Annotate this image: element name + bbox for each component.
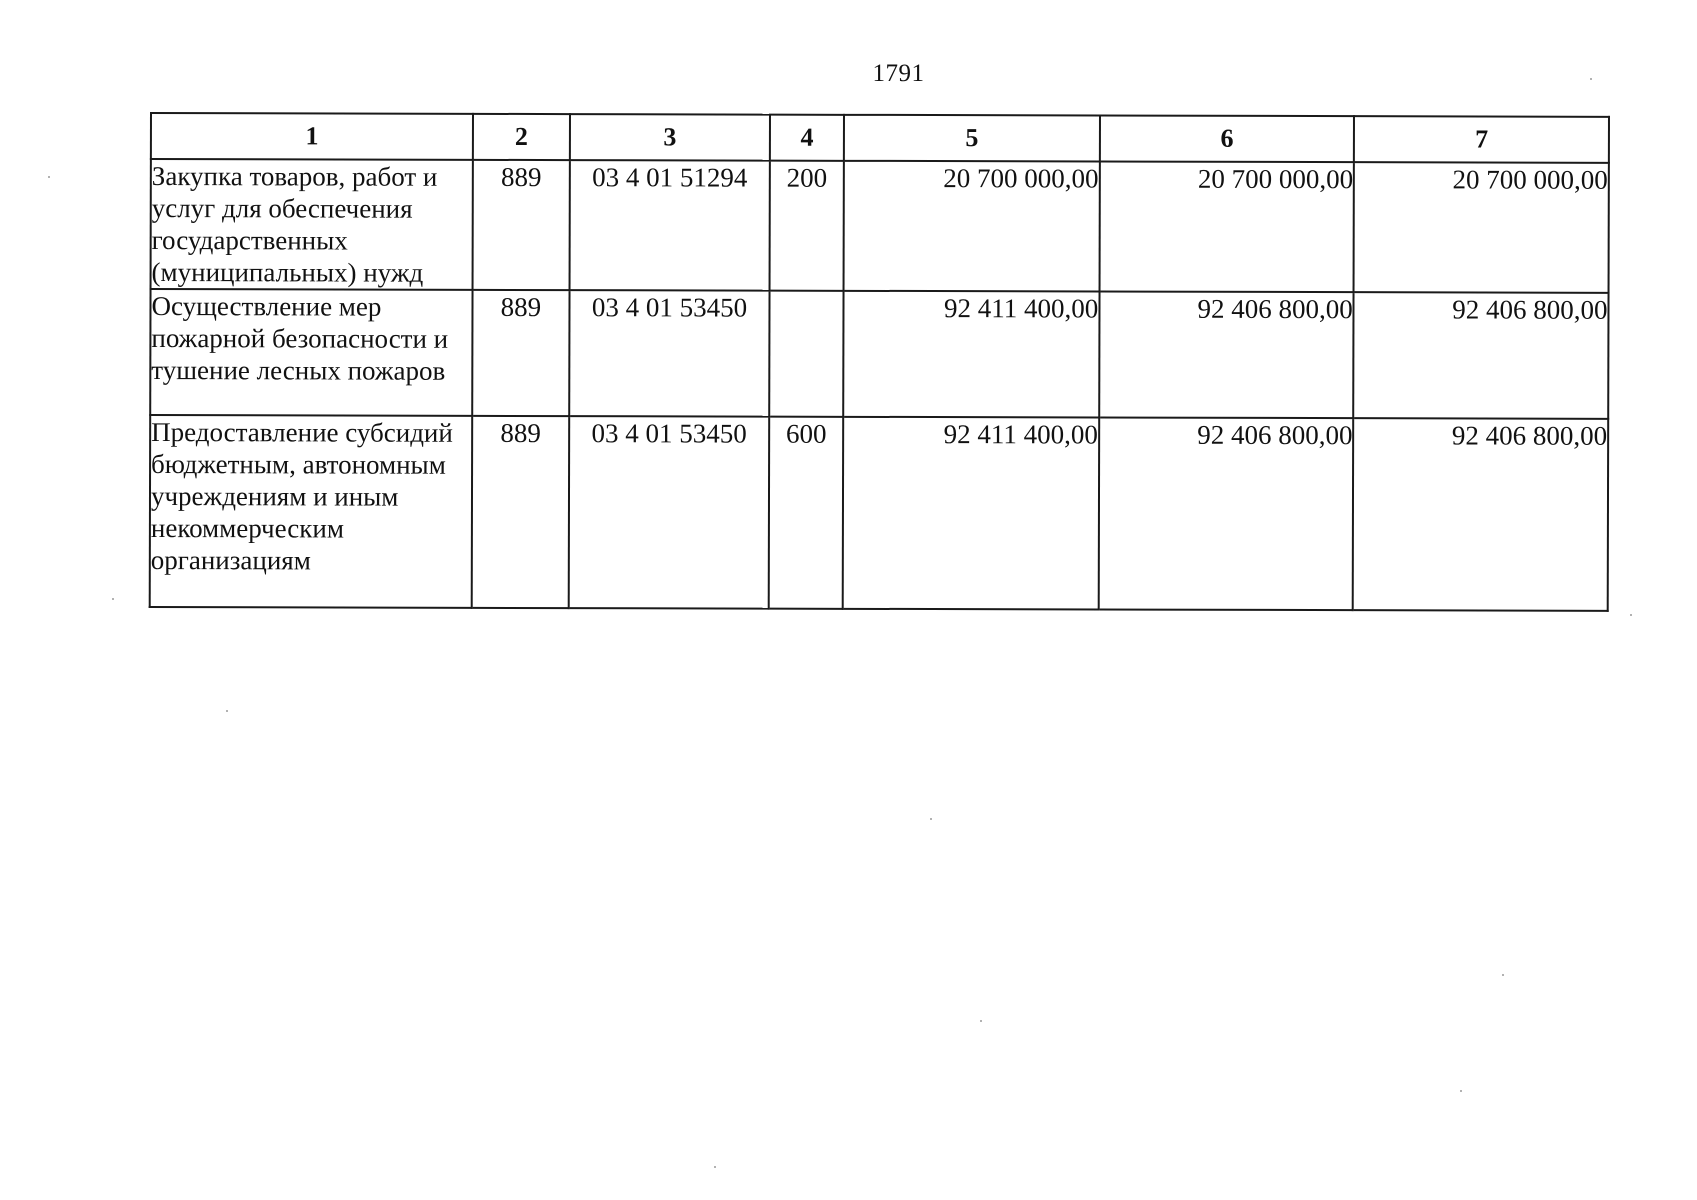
budget-table-container	[149, 112, 1610, 612]
target-article-cell: 03 4 01 53450	[569, 290, 770, 417]
amount-cell-col6: 92 406 800,00	[1098, 417, 1353, 610]
column-header-3: 3	[570, 114, 770, 161]
amount-cell-col6: 92 406 800,00	[1099, 291, 1354, 418]
expense-type-cell	[769, 291, 843, 417]
column-header-2: 2	[473, 114, 570, 160]
amount-cell-col7: 20 700 000,00	[1354, 162, 1609, 293]
table-row	[150, 415, 1608, 611]
table-header-row	[151, 113, 1609, 163]
amount-cell-col5: 92 411 400,00	[843, 291, 1099, 418]
amount-cell-col5: 92 411 400,00	[843, 417, 1099, 610]
target-article-cell: 03 4 01 51294	[569, 160, 770, 291]
column-header-5: 5	[844, 115, 1100, 162]
page-number: 1791	[872, 60, 925, 87]
department-code-cell: 889	[472, 416, 569, 608]
row-name-cell: Закупка товаров, работ и услуг для обеспечения государственных (муниципальных) нужд	[151, 159, 473, 290]
expense-type-cell: 200	[770, 161, 844, 291]
column-header-6: 6	[1100, 115, 1355, 162]
table-row	[151, 159, 1609, 293]
column-header-7: 7	[1354, 116, 1609, 163]
amount-cell-col5: 20 700 000,00	[844, 161, 1100, 292]
table-row	[150, 289, 1608, 419]
amount-cell-col7: 92 406 800,00	[1353, 418, 1608, 611]
amount-cell-col7: 92 406 800,00	[1354, 292, 1609, 419]
row-name-cell: Предоставление субсидий бюджетным, автономным учреждениям и иным некоммерческим организациям	[150, 415, 473, 608]
column-header-1: 1	[151, 113, 473, 160]
column-header-4: 4	[770, 115, 844, 161]
department-code-cell: 889	[472, 290, 569, 416]
expense-type-cell: 600	[769, 417, 843, 609]
department-code-cell: 889	[473, 160, 570, 290]
amount-cell-col6: 20 700 000,00	[1099, 161, 1354, 292]
budget-table	[149, 112, 1610, 612]
target-article-cell: 03 4 01 53450	[569, 416, 770, 609]
row-name-cell: Осуществление мер пожарной безопасности и тушение лесных пожаров	[150, 289, 472, 416]
